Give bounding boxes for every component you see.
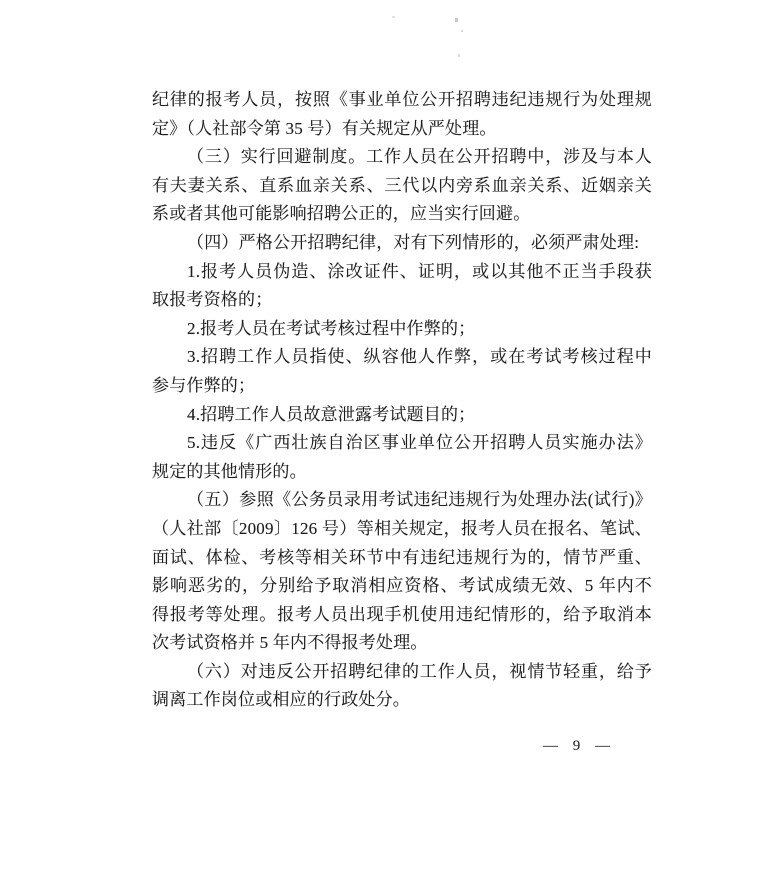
body-line: 定》（人社部令第 35 号）有关规定从严处理。 <box>152 118 497 138</box>
scan-artifact-speck <box>392 16 395 18</box>
document-body <box>152 86 652 715</box>
scan-artifact-speck <box>461 30 463 32</box>
body-line: 调离工作岗位或相应的行政处分。 <box>152 690 410 710</box>
body-line: 次考试资格并 5 年内不得报考处理。 <box>152 633 428 653</box>
body-line: 影响恶劣的，分别给予取消相应资格、考试成绩无效、5 年内不 <box>152 576 652 596</box>
page-number: — 9 — <box>543 738 612 754</box>
scan-artifact-speck <box>455 18 458 22</box>
body-line: 系或者其他可能影响招聘公正的，应当实行回避。 <box>152 204 531 224</box>
body-line: （五）参照《公务员录用考试违纪违规行为处理办法(试行)》 <box>187 490 652 510</box>
body-line: 3.招聘工作人员指使、纵容他人作弊，或在考试考核过程中 <box>187 347 652 367</box>
body-line: 面试、体检、考核等相关环节中有违纪违规行为的，情节严重、 <box>152 547 652 567</box>
body-line: 取报考资格的； <box>152 290 273 310</box>
body-line: （人社部〔2009〕126 号）等相关规定，报考人员在报名、笔试、 <box>152 518 652 538</box>
body-line: 参与作弊的； <box>152 375 256 395</box>
body-line: （三）实行回避制度。工作人员在公开招聘中，涉及与本人 <box>187 147 652 167</box>
body-line: 纪律的报考人员，按照《事业单位公开招聘违纪违规行为处理规 <box>152 90 652 109</box>
body-line: 5.违反《广西壮族自治区事业单位公开招聘人员实施办法》 <box>187 433 652 453</box>
body-line: 4.招聘工作人员故意泄露考试题目的； <box>187 404 476 424</box>
body-line: 1.报考人员伪造、涂改证件、证明，或以其他不正当手段获 <box>187 261 652 281</box>
body-line: 规定的其他情形的。 <box>152 461 307 481</box>
scan-artifact-speck <box>458 54 460 57</box>
body-line: （六）对违反公开招聘纪律的工作人员，视情节轻重，给予 <box>187 661 652 681</box>
body-line: （四）严格公开招聘纪律，对有下列情形的，必须严肃处理: <box>187 232 640 252</box>
body-line: 2.报考人员在考试考核过程中作弊的； <box>187 318 476 338</box>
body-line: 有夫妻关系、直系血亲关系、三代以内旁系血亲关系、近姻亲关 <box>152 175 652 195</box>
body-line: 得报考等处理。报考人员出现手机使用违纪情形的，给予取消本 <box>152 604 652 624</box>
